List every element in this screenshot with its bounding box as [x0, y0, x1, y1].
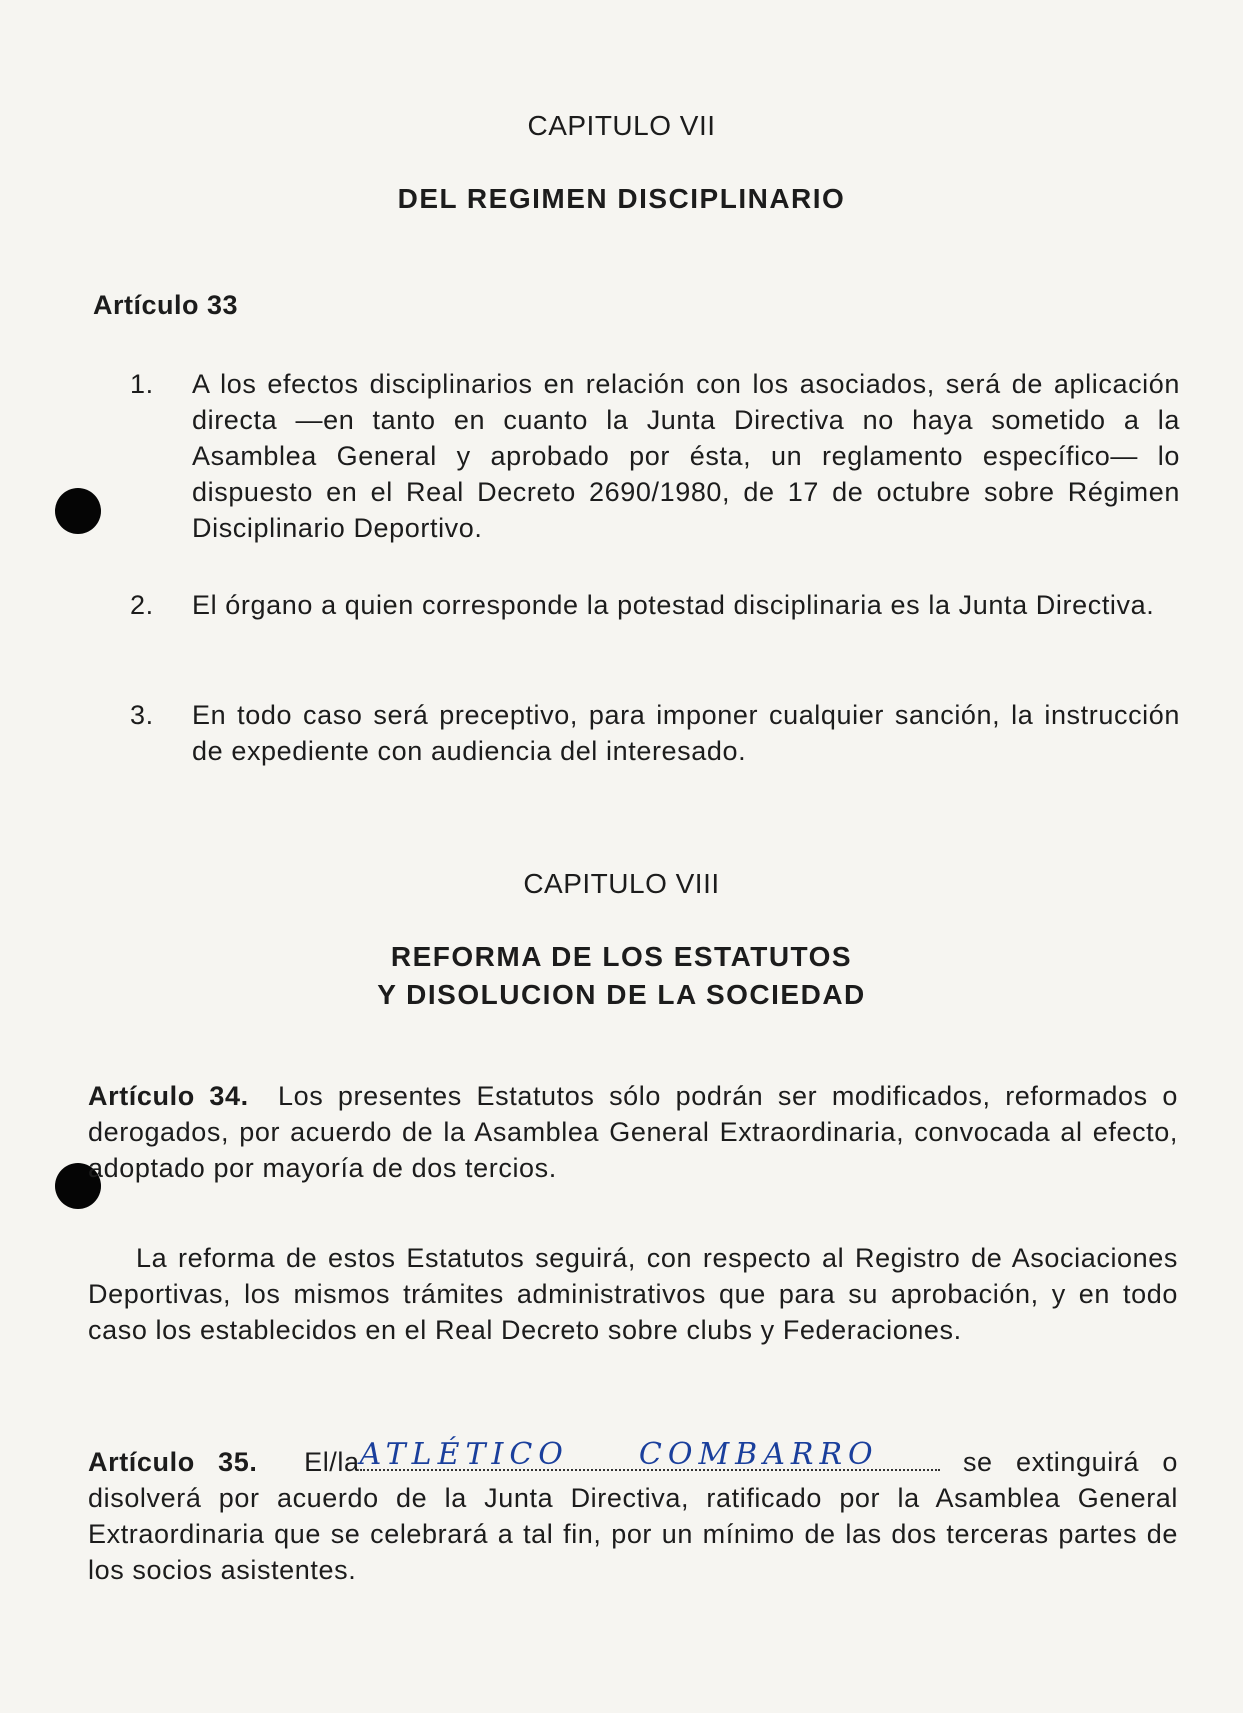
item-number: 1. [130, 369, 154, 399]
article-34-title: Artículo 34. [88, 1081, 249, 1111]
chapter-7-title: DEL REGIMEN DISCIPLINARIO [397, 183, 846, 214]
club-name-field [360, 1437, 940, 1471]
item-text: A los efectos disciplinarios en relación con los asociados, será de aplicación directa —en tanto en cuanto la Junta Directiva no haya sometido a la Asamblea General y aprobado por ésta, un reglamento específico— lo dispuesto en el Real Decreto 2690/1980, de 17 de octubre sobre Régimen Disciplinario Deportivo. [192, 369, 1180, 543]
chapter-8-title-line-1: REFORMA DE LOS ESTATUTOS [390, 941, 853, 972]
article-34-text: Los presentes Estatutos sólo podrán ser modificados, reformados o derogados, por acuerdo de la Asamblea General Extraordinaria, convocada al efecto, adoptado por mayoría de dos tercios. [88, 1081, 1178, 1183]
handwritten-club-name [360, 1437, 879, 1473]
item-text: El órgano a quien corresponde la potestad disciplinaria es la Junta Directiva. [192, 590, 1155, 620]
handwritten-word-1: ATLÉTICO [359, 1437, 569, 1472]
article-33-title: Artículo 33 [93, 290, 239, 320]
chapter-8-label: CAPITULO VIII [523, 868, 720, 899]
article-35-title: Artículo 35. [88, 1447, 258, 1477]
item-number: 2. [130, 590, 154, 620]
item-number: 3. [130, 700, 154, 730]
article-33-item-2 [130, 587, 1180, 623]
article-34-paragraph-2: La reforma de estos Estatutos seguirá, con respecto al Registro de Asociaciones Deportivas, los mismos trámites administrativos que para su aprobación, y en todo caso los establecidos en el Real Decreto sobre clubs y Federaciones. [88, 1243, 1178, 1345]
punch-hole-top [55, 488, 101, 534]
article-34 [88, 1078, 1178, 1186]
article-33-item-3 [130, 697, 1180, 769]
handwritten-word-2: COMBARRO [638, 1437, 879, 1472]
article-33-item-1 [130, 366, 1180, 546]
chapter-8-title-line-2: Y DISOLUCION DE LA SOCIEDAD [377, 979, 866, 1010]
item-text: En todo caso será preceptivo, para imponer cualquier sanción, la instrucción de expediente con audiencia del interesado. [192, 700, 1180, 766]
article-35-prefix: El/la [304, 1447, 360, 1477]
article-35 [88, 1437, 1178, 1588]
chapter-7-label: CAPITULO VII [527, 110, 716, 141]
article-35-text: se extinguirá o disolverá por acuerdo de la Junta Directiva, ratificado por la Asamblea General Extraordinaria que se celebrará a tal fin, por un mínimo de las dos terceras partes de los socios asistentes. [88, 1447, 1178, 1585]
